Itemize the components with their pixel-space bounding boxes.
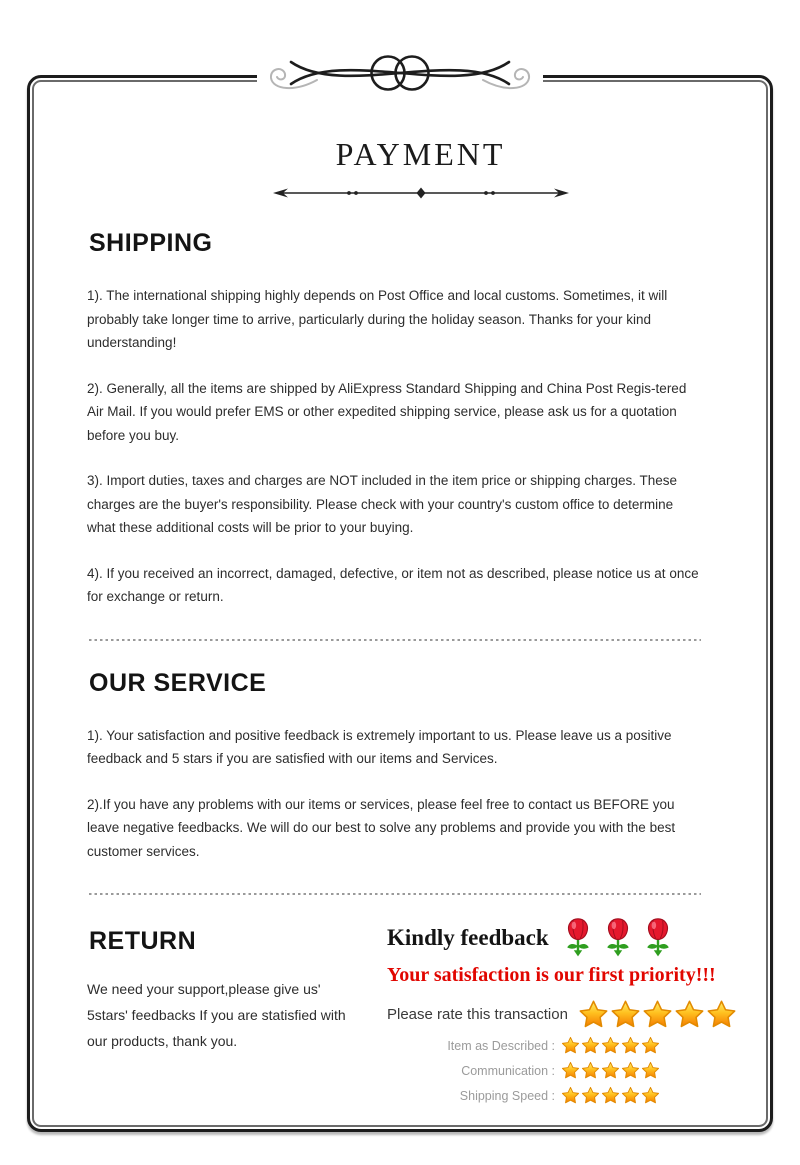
shipping-heading: SHIPPING: [89, 229, 213, 257]
kindly-feedback-label: Kindly feedback: [387, 925, 549, 950]
star-icon: [581, 1036, 600, 1055]
rate-transaction-row: [387, 999, 754, 1030]
feedback-column: [387, 915, 754, 1105]
star-icon: [621, 1061, 640, 1080]
page-title: PAYMENT: [335, 136, 506, 172]
star-icon: [642, 999, 673, 1030]
rose-icon: [603, 917, 633, 960]
service-heading: OUR SERVICE: [89, 668, 267, 697]
rating-row-communication: [387, 1061, 754, 1080]
rating-label: Shipping Speed :: [459, 1088, 555, 1103]
star-icon: [561, 1086, 580, 1105]
star-icon: [578, 999, 609, 1030]
star-icon: [561, 1061, 580, 1080]
star-icon: [581, 1086, 600, 1105]
rate-transaction-label: Please rate this transaction: [387, 1006, 568, 1023]
rate-stars: [578, 999, 737, 1030]
star-icon: [621, 1036, 640, 1055]
star-icon: [621, 1086, 640, 1105]
rating-stars: [561, 1036, 660, 1055]
return-heading: RETURN: [89, 927, 197, 955]
rating-row-shipping-speed: [387, 1086, 754, 1105]
star-icon: [674, 999, 705, 1030]
service-paragraph-2: 2).If you have any problems with our items or services, please feel free to contact us BEFORE you leave negative feedbacks. We will do our best to solve any problems and provide you with the best customer services.: [87, 796, 676, 859]
star-icon: [641, 1061, 660, 1080]
star-icon: [601, 1086, 620, 1105]
return-paragraph: We need your support,please give us' 5stars' feedbacks If you are statisfied with our products, thank you.: [87, 981, 346, 1049]
star-icon: [581, 1061, 600, 1080]
rating-label: Communication :: [461, 1063, 555, 1078]
star-icon: [706, 999, 737, 1030]
dashed-divider: [89, 893, 701, 895]
star-icon: [601, 1061, 620, 1080]
rating-row-item-described: [387, 1036, 754, 1055]
star-icon: [641, 1036, 660, 1055]
star-icon: [601, 1036, 620, 1055]
return-section: [87, 915, 754, 1105]
star-icon: [610, 999, 641, 1030]
return-column: [87, 915, 387, 1105]
star-icon: [641, 1086, 660, 1105]
rating-stars: [561, 1061, 660, 1080]
rose-icon: [643, 917, 673, 960]
shipping-paragraph-2: 2). Generally, all the items are shipped by AliExpress Standard Shipping and China Post Regis-tered Air Mail. If you would prefer EMS or other expedited shipping service, please ask us for a quotation before you buy.: [87, 380, 687, 443]
rating-label: Item as Described :: [447, 1038, 555, 1053]
ornament-flourish-icon: [257, 40, 543, 106]
shipping-paragraph-4: 4). If you received an incorrect, damaged, defective, or item not as described, please notice us at once for exchange or return.: [87, 565, 699, 604]
service-paragraph-1: 1). Your satisfaction and positive feedback is extremely important to us. Please leave us a positive feedback and 5 stars if you are satisfied with our items and Services.: [87, 727, 672, 766]
rating-stars: [561, 1086, 660, 1105]
kindly-feedback-row: [387, 917, 754, 960]
priority-line: Your satisfaction is our first priority!!!: [387, 964, 716, 986]
arrow-divider-icon: [273, 185, 569, 201]
page-content: [30, 78, 770, 1129]
roses-group: [563, 917, 673, 960]
shipping-paragraph-3: 3). Import duties, taxes and charges are NOT included in the item price or shipping charges. These charges are the buyer's responsibility. Please check with your country's custom office to determine what these additional costs will be prior to your buying.: [87, 473, 678, 535]
star-icon: [561, 1036, 580, 1055]
rose-icon: [563, 917, 593, 960]
shipping-paragraph-1: 1). The international shipping highly depends on Post Office and local customs. Sometimes, it will probably take longer time to arrive, particularly during the holiday season. Thanks for your kind understanding!: [87, 288, 668, 350]
page-frame: [27, 75, 773, 1132]
dashed-divider: [89, 639, 701, 641]
